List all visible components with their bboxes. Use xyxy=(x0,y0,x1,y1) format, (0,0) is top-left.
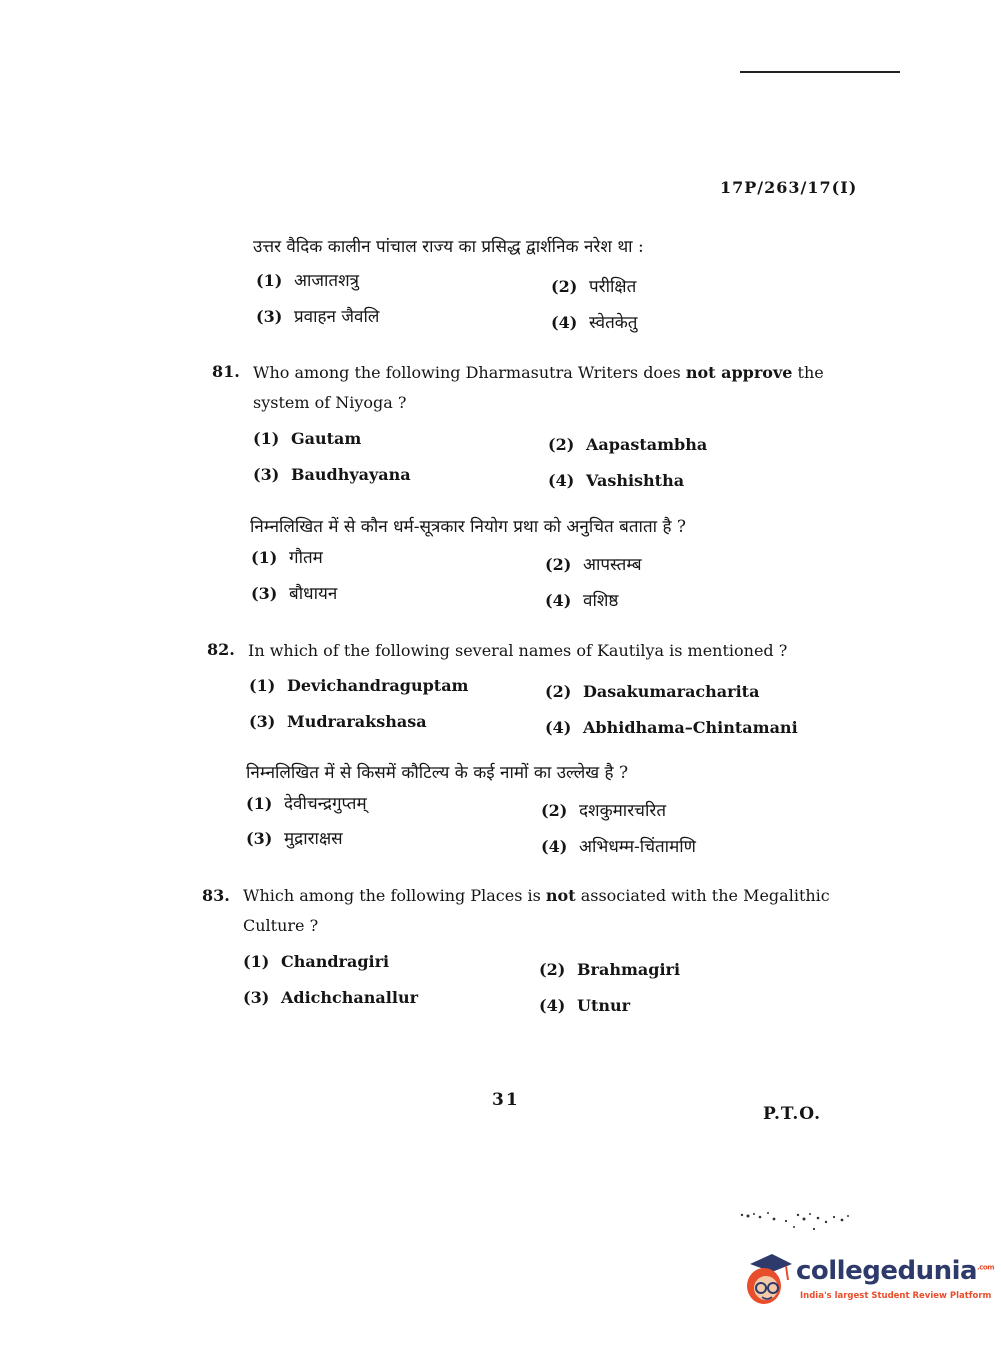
option-3 xyxy=(256,304,379,327)
option-2: (2) Brahmagiri xyxy=(539,960,681,979)
option-text: प्रवाहन जैवलि xyxy=(294,307,380,327)
option-text: परीक्षित xyxy=(589,277,637,297)
option-2: (2) Dasakumaracharita xyxy=(545,682,760,701)
question-text-hindi: उत्तर वैदिक कालीन पांचाल राज्य का प्रसिद्ध द्वार्शनिक नरेश था : xyxy=(253,237,644,257)
top-rule xyxy=(740,71,900,73)
question-text-hindi: निम्नलिखित में से किसमें कौटिल्य के कई नामों का उल्लेख है ? xyxy=(246,763,629,783)
option-1-hindi: (1) गौतम xyxy=(251,548,323,568)
question-text: In which of the following several names of Kautilya is mentioned ? xyxy=(248,641,788,660)
option-2-hindi: (2) आपस्तम्ब xyxy=(545,555,642,575)
option-1 xyxy=(256,268,359,291)
page-number: 31 xyxy=(492,1090,520,1110)
question-number: 81. xyxy=(212,362,240,381)
option-1: (1) Gautam xyxy=(253,429,362,448)
option-1-hindi: (1) देवीचन्द्रगुप्तम् xyxy=(246,794,367,814)
question-number: 82. xyxy=(207,640,235,659)
question-text: Which among the following Places is not associated with the Megalithic Culture ? xyxy=(243,886,830,935)
option-3-hindi: (3) बौधायन xyxy=(251,584,338,604)
emphasis: not xyxy=(545,886,576,905)
option-3: (3) Adichchanallur xyxy=(243,988,419,1007)
option-text: स्वेतकेतु xyxy=(589,313,638,333)
question-text: Who among the following Dharmasutra Writers does not approve the system of Niyoga ? xyxy=(253,363,824,412)
question-number: 83. xyxy=(202,886,230,905)
option-4: (4) Utnur xyxy=(539,996,631,1015)
option-4 xyxy=(551,310,638,333)
option-4-hindi: (4) अभिधम्म-चिंतामणि xyxy=(541,837,696,857)
scan-specks xyxy=(738,1205,853,1235)
option-1: (1) Chandragiri xyxy=(243,952,390,971)
pto-label: P.T.O. xyxy=(763,1104,821,1124)
option-3: (3) Baudhyayana xyxy=(253,465,411,484)
emphasis: not approve xyxy=(685,363,793,382)
brand-name: collegedunia$^{.com}$ xyxy=(796,1256,994,1286)
option-2-hindi: (2) दशकुमारचरित xyxy=(541,801,667,821)
mascot-icon xyxy=(742,1250,794,1308)
option-number: (4) xyxy=(551,313,578,332)
question-text-hindi: निम्नलिखित में से कौन धर्म-सूत्रकार नियोग प्रथा को अनुचित बताता है ? xyxy=(250,517,686,537)
option-4: (4) Vashishtha xyxy=(548,471,685,490)
option-3: (3) Mudrarakshasa xyxy=(249,712,427,731)
option-2: (2) Aapastambha xyxy=(548,435,708,454)
option-2 xyxy=(551,274,636,297)
option-number: (1) xyxy=(256,271,283,290)
option-3-hindi: (3) मुद्राराक्षस xyxy=(246,829,343,849)
option-4-hindi: (4) वशिष्ठ xyxy=(545,591,619,611)
option-4: (4) Abhidhama–Chintamani xyxy=(545,718,798,737)
option-1: (1) Devichandraguptam xyxy=(249,676,469,695)
option-number: (3) xyxy=(256,307,283,326)
brand-tagline: India's largest Student Review Platform xyxy=(800,1291,992,1301)
paper-code: 17P/263/17(I) xyxy=(720,178,858,197)
collegedunia-watermark xyxy=(742,1250,994,1310)
option-number: (2) xyxy=(551,277,578,296)
option-text: आजातशत्रु xyxy=(294,271,360,291)
